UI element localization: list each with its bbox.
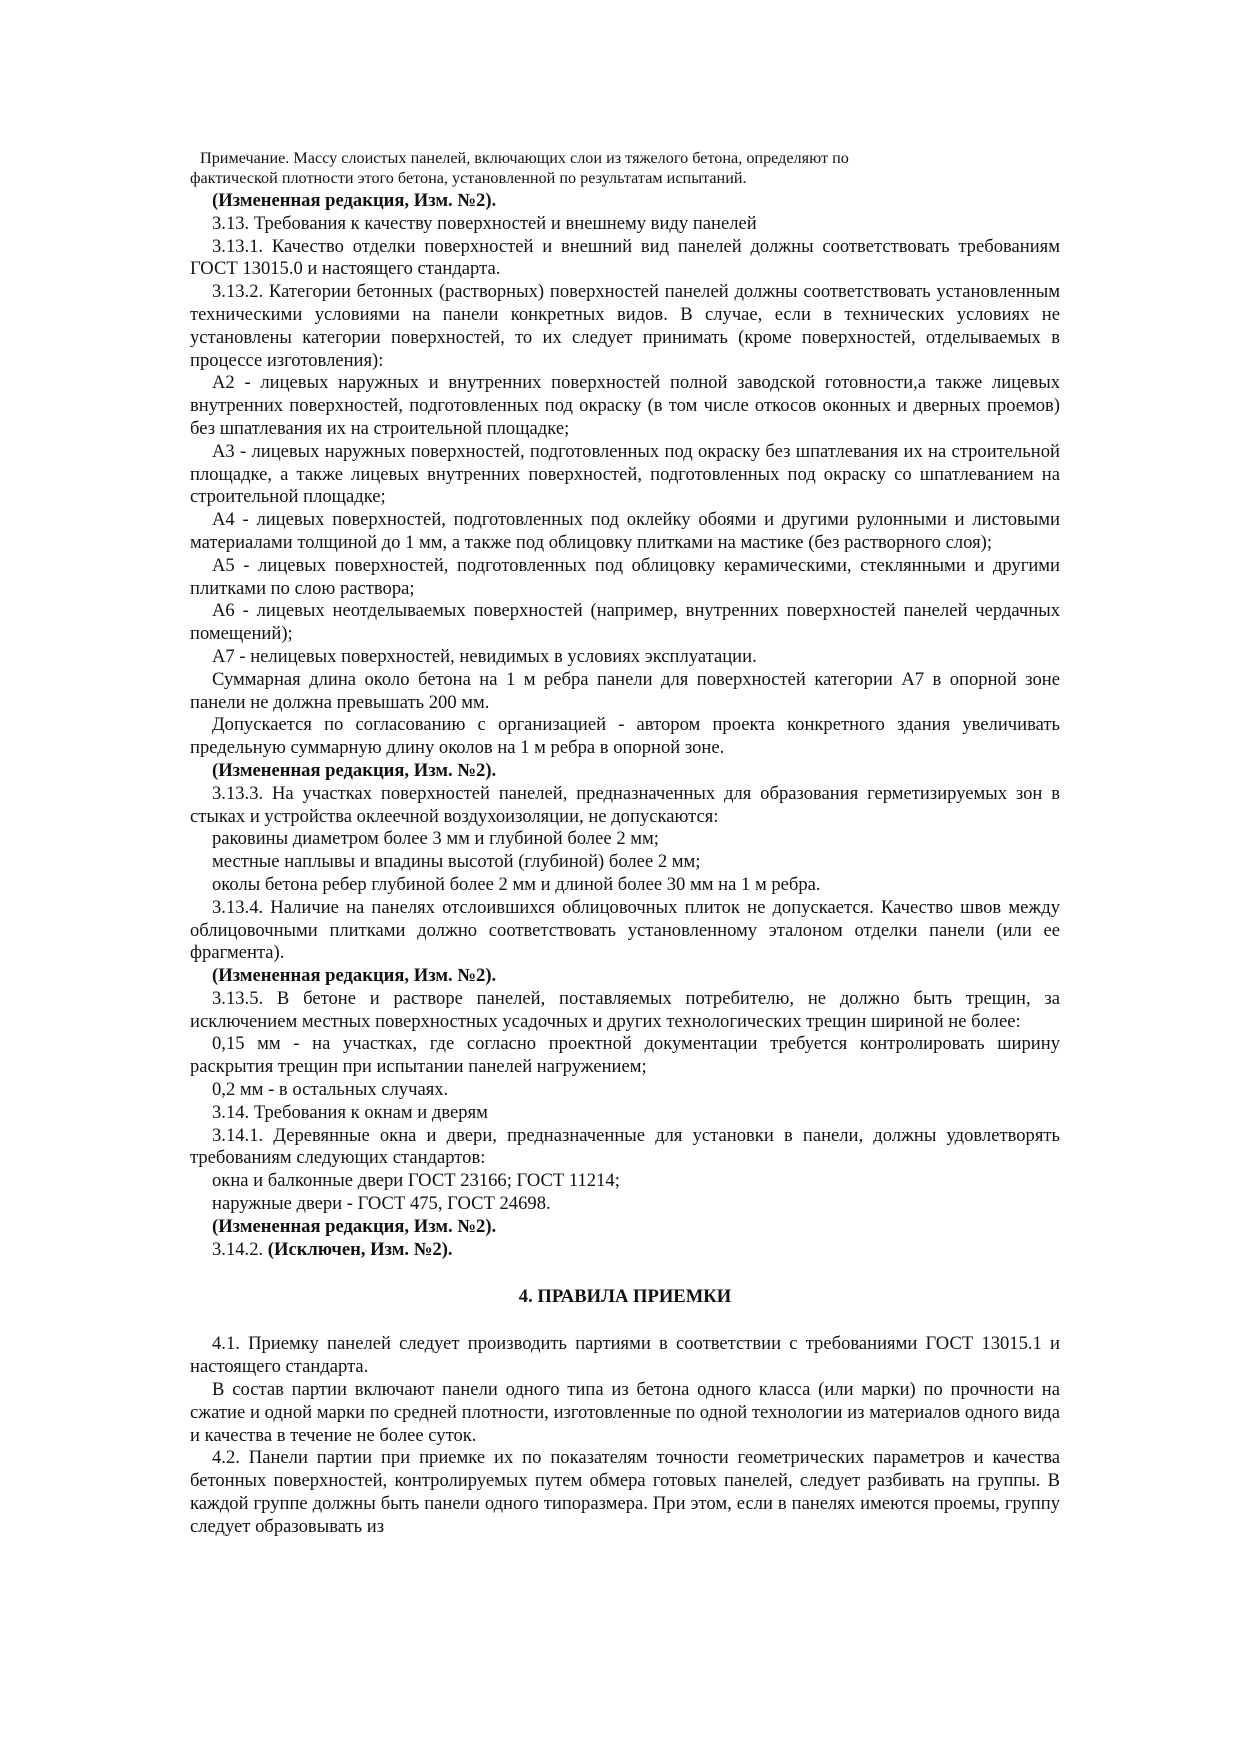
- paragraph: [190, 1125, 1060, 1171]
- paragraph-text: А4 - лицевых поверхностей, подготовленных под оклейку обоями и другими рулонными и листовыми материалами толщиной до 1 мм, а также под облицовку плитками на мастике (без растворного слоя);: [190, 509, 1060, 553]
- paragraph-text: В состав партии включают панели одного типа из бетона одного класса (или марки) по прочности на сжатие и одной марки по средней плотности, изготовленные по одной технологии из материалов одного вида и качества в течение не более суток.: [190, 1379, 1060, 1446]
- paragraph: [190, 1447, 1060, 1538]
- paragraph-text: (Измененная редакция, Изм. №2).: [212, 190, 497, 211]
- paragraph-text: околы бетона ребер глубиной более 2 мм и длиной более 30 мм на 1 м ребра.: [212, 873, 821, 895]
- paragraph: [190, 783, 1060, 829]
- section-4-text: [190, 1333, 1060, 1538]
- paragraph-text: 3.14.2.: [212, 1238, 264, 1260]
- note: [190, 148, 1060, 188]
- paragraph-text: 4.2. Панели партии при приемке их по показателям точности геометрических параметров и качества бетонных поверхностей, контролируемых путем обмера готовых панелей, следует разбивать на группы. В каждой группе должны быть панели одного типоразмера. При этом, если в панелях имеются проемы, группу следует образовывать из: [190, 1447, 1060, 1537]
- paragraph: [190, 897, 1060, 965]
- note-line-1: Примечание. Массу слоистых панелей, включающих слои из тяжелого бетона, определяют по: [200, 149, 849, 167]
- paragraph-text: А7 - нелицевых поверхностей, невидимых в условиях эксплуатации.: [212, 645, 757, 667]
- paragraph-text: местные наплывы и впадины высотой (глубиной) более 2 мм;: [212, 851, 701, 873]
- paragraph: [190, 1379, 1060, 1447]
- paragraph-text: Суммарная длина около бетона на 1 м ребра панели для поверхностей категории А7 в опорной зоне панели не должна превышать 200 мм.: [190, 668, 1060, 713]
- paragraph: [190, 372, 1060, 440]
- note-line-2: фактической плотности этого бетона, установленной по результатам испытаний.: [190, 169, 747, 187]
- paragraph-text: раковины диаметром более 3 мм и глубиной более 2 мм;: [212, 828, 659, 850]
- paragraph-text: А5 - лицевых поверхностей, подготовленных под облицовку керамическими, стеклянными и другими плитками по слою раствора;: [190, 554, 1060, 599]
- paragraph: [190, 1239, 1060, 1262]
- paragraph: [190, 1079, 1060, 1102]
- amendment-note: [190, 965, 1060, 988]
- section-heading: 4. ПРАВИЛА ПРИЕМКИ: [518, 1286, 732, 1308]
- paragraph: [190, 281, 1060, 372]
- paragraph-text: (Измененная редакция, Изм. №2).: [212, 1215, 497, 1237]
- paragraph-text: 3.13.5. В бетоне и растворе панелей, поставляемых потребителю, не должно быть трещин, за исключением местных поверхностных усадочных и других технологических трещин шириной не более:: [190, 987, 1060, 1032]
- paragraph: [190, 851, 1060, 874]
- document-page: [190, 148, 1060, 1539]
- amendment-note: [190, 760, 1060, 783]
- paragraph-text: А3 - лицевых наружных поверхностей, подготовленных под окраску без шпатлевания их на строительной площадке, а также лицевых внутренних поверхностей, подготовленных под окраску со шпатлеванием на строительной площадке;: [190, 440, 1060, 508]
- paragraph: [190, 874, 1060, 897]
- paragraph: [190, 1170, 1060, 1193]
- section-3-text: [190, 190, 1060, 1261]
- paragraph: [190, 213, 1060, 236]
- paragraph-text: Допускается по согласованию с организацией - автором проекта конкретного здания увеличивать предельную суммарную длину околов на 1 м ребра в опорной зоне.: [190, 714, 1060, 759]
- paragraph-text: 3.13.4. Наличие на панелях отслоившихся облицовочных плиток не допускается. Качество швов между облицовочными плитками должно соответствовать установленному эталоном отделки панели (или ее фрагмента).: [190, 896, 1060, 964]
- paragraph-text: 3.13.2. Категории бетонных (растворных) поверхностей панелей должны соответствовать установленным техническими условиями на панели конкретных видов. В случае, если в технических условиях не установлены категории поверхностей, то их следует принимать (кроме поверхностей, отделываемых в процессе изготовления):: [190, 281, 1060, 371]
- paragraph-text: 3.13.1. Качество отделки поверхностей и внешний вид панелей должны соответствовать требованиям ГОСТ 13015.0 и настоящего стандарта.: [190, 235, 1060, 280]
- paragraph: [190, 441, 1060, 509]
- paragraph: [190, 988, 1060, 1034]
- paragraph: [190, 1193, 1060, 1216]
- paragraph-text: А6 - лицевых неотделываемых поверхностей (например, внутренних поверхностей панелей чердачных помещений);: [190, 600, 1060, 645]
- amendment-note: [190, 1216, 1060, 1239]
- paragraph-text: наружные двери - ГОСТ 475, ГОСТ 24698.: [212, 1193, 551, 1215]
- paragraph-text: 3.13. Требования к качеству поверхностей и внешнему виду панелей: [212, 212, 757, 234]
- paragraph-tail: (Исключен, Изм. №2).: [267, 1238, 453, 1260]
- paragraph-text: 4.1. Приемку панелей следует производить партиями в соответствии с требованиями ГОСТ 13015.1 и настоящего стандарта.: [190, 1333, 1060, 1378]
- paragraph: [190, 1333, 1060, 1379]
- paragraph: [190, 1033, 1060, 1079]
- paragraph-text: окна и балконные двери ГОСТ 23166; ГОСТ 11214;: [212, 1170, 620, 1192]
- paragraph: [190, 714, 1060, 760]
- paragraph: [190, 646, 1060, 669]
- paragraph: [190, 555, 1060, 601]
- paragraph: [190, 600, 1060, 646]
- paragraph: [190, 1102, 1060, 1125]
- paragraph-text: 3.14. Требования к окнам и дверям: [212, 1101, 488, 1123]
- paragraph-text: 3.14.1. Деревянные окна и двери, предназначенные для установки в панели, должны удовлетворять требованиям следующих стандартов:: [190, 1124, 1060, 1169]
- paragraph-text: (Измененная редакция, Изм. №2).: [212, 965, 497, 987]
- paragraph-text: 0,2 мм - в остальных случаях.: [212, 1079, 449, 1101]
- paragraph: [190, 236, 1060, 282]
- paragraph: [190, 669, 1060, 715]
- paragraph: [190, 509, 1060, 555]
- paragraph-text: 3.13.3. На участках поверхностей панелей, предназначенных для образования герметизируемых зон в стыках и устройства оклеечной воздухоизоляции, не допускаются:: [190, 782, 1060, 827]
- paragraph-text: (Измененная редакция, Изм. №2).: [212, 759, 497, 781]
- paragraph: [190, 828, 1060, 851]
- paragraph-text: 0,15 мм - на участках, где согласно проектной документации требуется контролировать ширину раскрытия трещин при испытании панелей нагружением;: [190, 1033, 1060, 1078]
- paragraph-text: А2 - лицевых наружных и внутренних поверхностей полной заводской готовности,а также лицевых внутренних поверхностей, подготовленных под окраску (в том числе откосов оконных и дверных проемов) без шпатлевания их на строительной площадке;: [190, 372, 1060, 439]
- amendment-note: [190, 190, 1060, 213]
